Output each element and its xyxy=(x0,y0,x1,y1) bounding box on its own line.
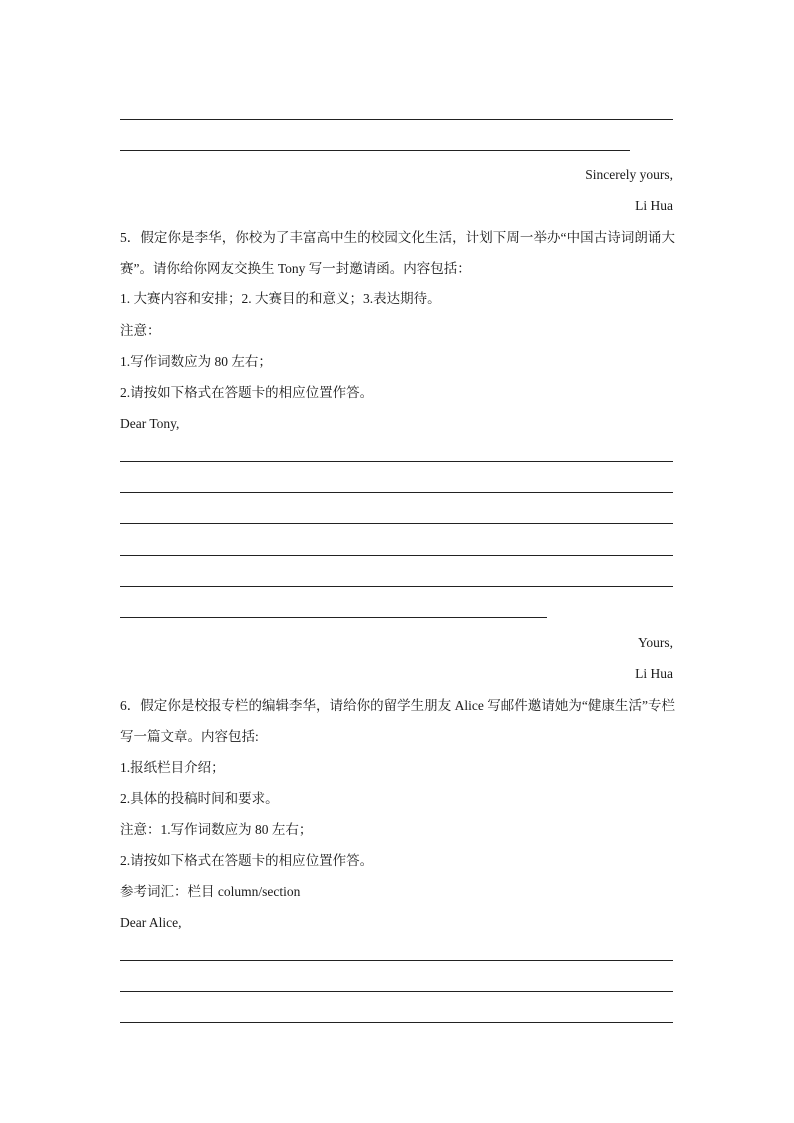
closing-text: Sincerely yours, xyxy=(585,167,673,182)
answer-line xyxy=(120,461,673,462)
salutation-text: Dear Tony, xyxy=(120,416,180,431)
note-item: 1.写作词数应为 80 左右； xyxy=(120,354,272,369)
answer-line xyxy=(120,991,673,992)
signature-text: Li Hua xyxy=(635,666,673,681)
answer-line xyxy=(120,119,673,120)
answer-line xyxy=(120,523,673,524)
question-5-requirements: 1. 大赛内容和安排；2. 大赛目的和意义；3.表达期待。 xyxy=(120,291,441,306)
answer-line xyxy=(120,150,630,151)
answer-line xyxy=(120,1022,673,1023)
question-6-prompt: 6．假定你是校报专栏的编辑李华，请给你的留学生朋友 Alice 写邮件邀请她为“健康生活”专栏写一篇文章。内容包括: xyxy=(120,698,675,744)
answer-line xyxy=(120,960,673,961)
note-title: 注意： xyxy=(120,323,161,338)
vocab-reference: 参考词汇：栏目 column/section xyxy=(120,884,301,899)
content-item: 2.具体的投稿时间和要求。 xyxy=(120,791,279,806)
answer-line xyxy=(120,617,547,618)
signature-text: Li Hua xyxy=(635,198,673,213)
answer-line xyxy=(120,586,673,587)
answer-line xyxy=(120,555,673,556)
note-item: 注意：1.写作词数应为 80 左右； xyxy=(120,822,313,837)
content-item: 1.报纸栏目介绍； xyxy=(120,760,225,775)
note-item: 2.请按如下格式在答题卡的相应位置作答。 xyxy=(120,385,374,400)
closing-text: Yours, xyxy=(637,635,673,650)
question-5-prompt: 5．假定你是李华，你校为了丰富高中生的校园文化生活，计划下周一举办“中国古诗词朗诵大赛”。请你给你网友交换生 Tony 写一封邀请函。内容包括： xyxy=(120,230,675,276)
note-item: 2.请按如下格式在答题卡的相应位置作答。 xyxy=(120,853,374,868)
answer-line xyxy=(120,492,673,493)
salutation-text: Dear Alice, xyxy=(120,915,182,930)
